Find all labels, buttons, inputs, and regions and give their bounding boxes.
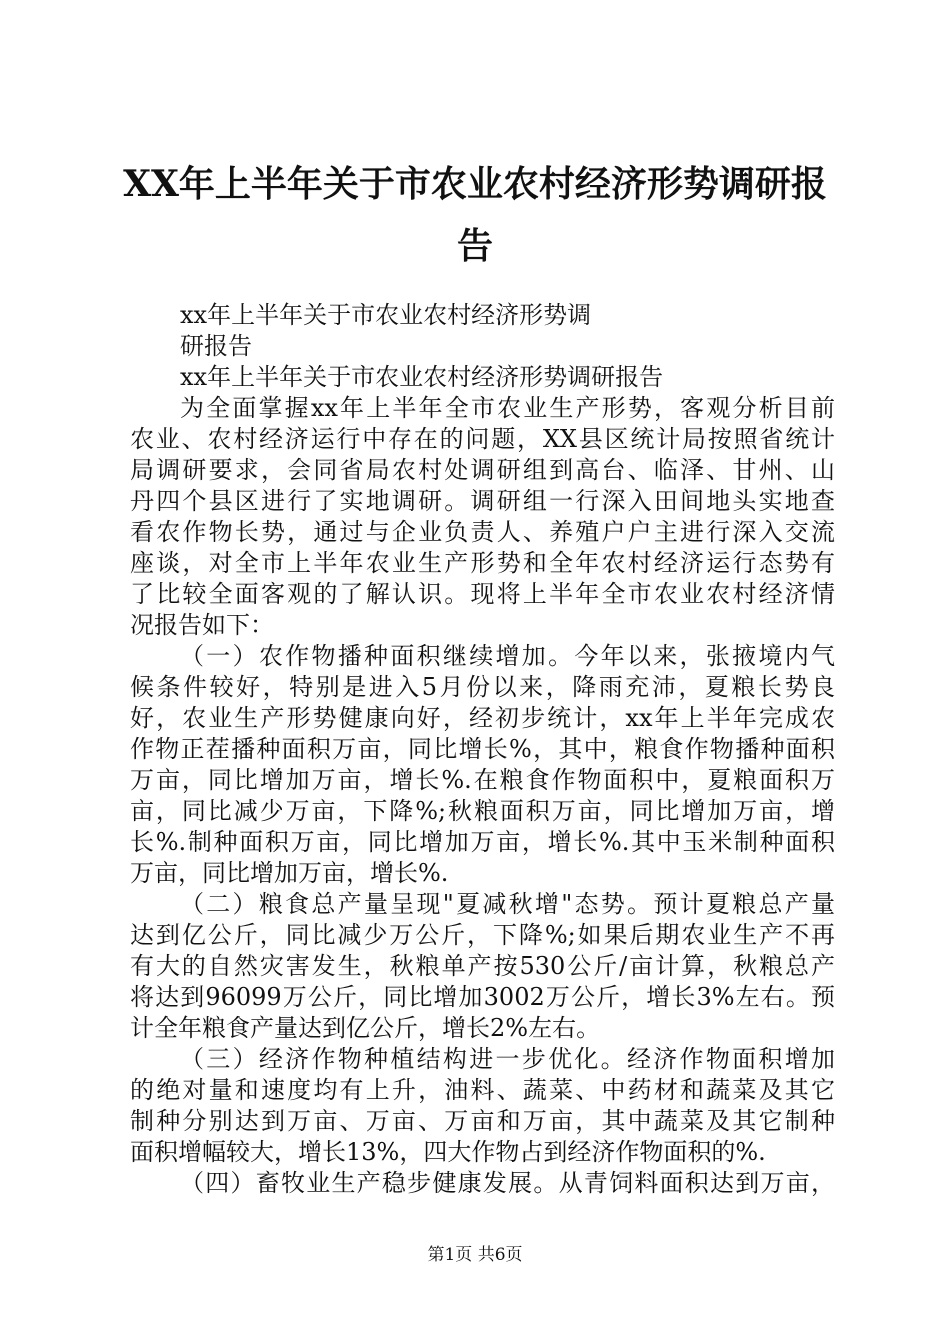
document-title-line-1: XX年上半年关于市农业农村经济形势调研报 <box>123 163 827 205</box>
body-text-line: 万亩，同比增加万亩，增长%. <box>130 859 449 887</box>
body-text-line: 达到亿公斤，同比减少万公斤，下降%;如果后期农业生产不再 <box>130 921 835 949</box>
body-text-line: 将达到96099万公斤，同比增加3002万公斤，增长3%左右。预 <box>130 983 835 1011</box>
body-text-line: 的绝对量和速度均有上升，油料、蔬菜、中药材和蔬菜及其它 <box>130 1076 835 1104</box>
body-text-line: 有大的自然灾害发生，秋粮单产按530公斤/亩计算，秋粮总产 <box>130 952 835 980</box>
body-text-line: 看农作物长势，通过与企业负责人、养殖户户主进行深入交流 <box>130 518 835 546</box>
body-text-line: 丹四个县区进行了实地调研。调研组一行深入田间地头实地查 <box>130 487 835 515</box>
body-text-line: 制种分别达到万亩、万亩、万亩和万亩，其中蔬菜及其它制种 <box>130 1107 835 1135</box>
body-text-line: 面积增幅较大，增长13%，四大作物占到经济作物面积的%. <box>130 1138 766 1166</box>
body-text-line: 农业、农村经济运行中存在的问题，XX县区统计局按照省统计 <box>130 425 835 453</box>
body-text-line: 亩，同比减少万亩，下降%;秋粮面积万亩，同比增加万亩，增 <box>130 797 835 825</box>
body-text-line: 万亩，同比增加万亩，增长%.在粮食作物面积中，夏粮面积万 <box>130 766 835 794</box>
document-title-line-2: 告 <box>456 225 493 267</box>
body-text-line: 计全年粮食产量达到亿公斤，增长2%左右。 <box>130 1014 601 1042</box>
page-number-footer: 第1页 共6页 <box>427 1245 523 1265</box>
body-text-line: 长%.制种面积万亩，同比增加万亩，增长%.其中玉米制种面积 <box>130 828 835 856</box>
body-text-line: 为全面掌握xx年上半年全市农业生产形势，客观分析目前 <box>180 394 835 422</box>
body-text-line: 作物正茬播种面积万亩，同比增长%，其中，粮食作物播种面积 <box>130 735 835 763</box>
body-text-line: xx年上半年关于市农业农村经济形势调 <box>180 301 592 329</box>
body-text-line: （一）农作物播种面积继续增加。今年以来，张掖境内气 <box>180 642 835 670</box>
body-text-line: 了比较全面客观的了解认识。现将上半年全市农业农村经济情 <box>130 580 835 608</box>
body-text-line: 好，农业生产形势健康向好，经初步统计，xx年上半年完成农 <box>130 704 835 732</box>
body-text-line: （四）畜牧业生产稳步健康发展。从青饲料面积达到万亩， <box>180 1169 835 1197</box>
body-text-line: 座谈，对全市上半年农业生产形势和全年农村经济运行态势有 <box>130 549 835 577</box>
body-text-line: 况报告如下： <box>130 611 274 639</box>
body-text-line: （二）粮食总产量呈现"夏减秋增"态势。预计夏粮总产量 <box>180 890 835 918</box>
body-text-line: 候条件较好，特别是进入5月份以来，降雨充沛，夏粮长势良 <box>130 673 835 701</box>
body-text-line: xx年上半年关于市农业农村经济形势调研报告 <box>180 363 664 391</box>
body-text-line: （三）经济作物种植结构进一步优化。经济作物面积增加 <box>180 1045 835 1073</box>
body-text-line: 研报告 <box>180 332 252 360</box>
body-text-line: 局调研要求，会同省局农村处调研组到高台、临泽、甘州、山 <box>130 456 835 484</box>
